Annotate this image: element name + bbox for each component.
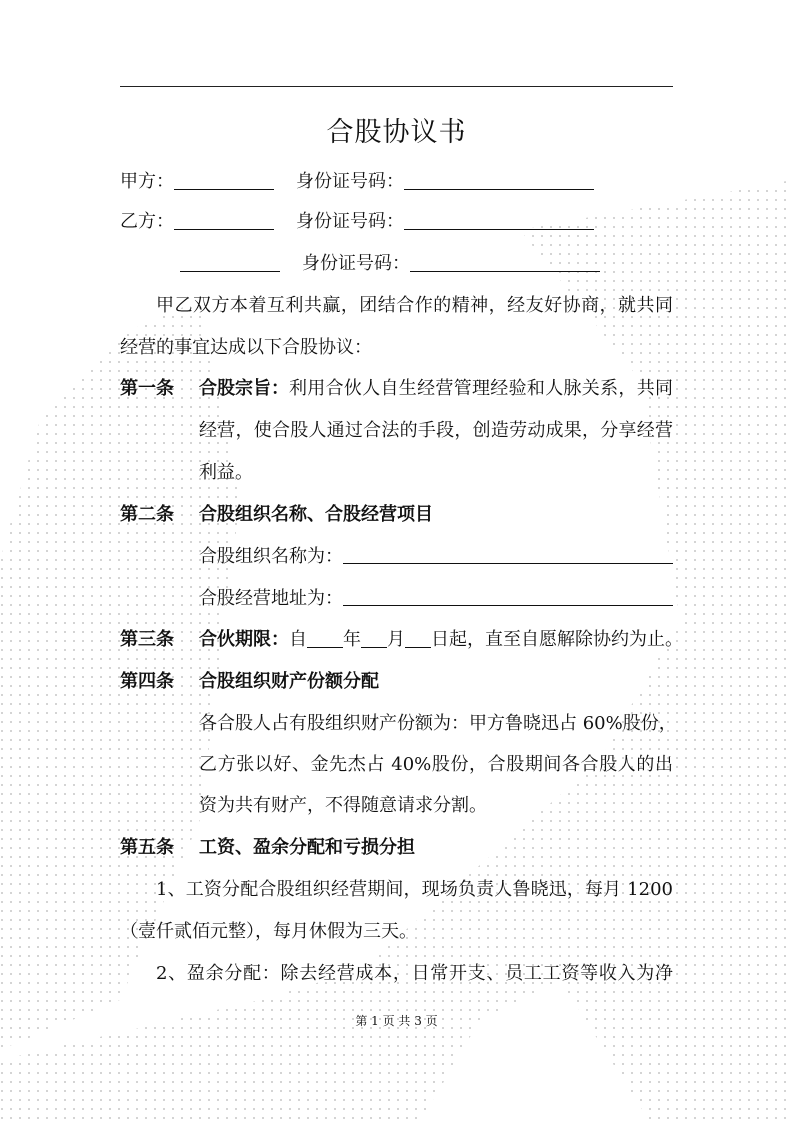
article-5-head: 第五条 [120, 837, 174, 858]
article-5-para-1-line-2: （壹仟贰佰元整），每月休假为三天。 [120, 921, 417, 942]
page-footer: 第 1 页 共 3 页 [355, 1014, 438, 1028]
article-3-from: 自 [289, 629, 307, 650]
party-b-row [120, 210, 594, 234]
org-name-blank [343, 545, 673, 564]
article-5-title: 工资、盈余分配和亏损分担 [199, 837, 415, 858]
header-rule [120, 86, 673, 87]
article-1-text-3: 利益。 [199, 462, 253, 483]
article-1-first-line [199, 377, 673, 401]
party-b2-name-blank [180, 253, 280, 272]
party-b-label: 乙方： [120, 211, 174, 232]
party-b-name-blank [174, 211, 274, 230]
article-3-tail: 日起，直至自愿解除协约为止。 [431, 629, 683, 650]
party-a-row [120, 170, 594, 194]
article-1-title: 合股宗旨： [199, 378, 289, 399]
document-title: 合股协议书 [326, 117, 467, 148]
article-1-text-2: 经营，使合股人通过合法的手段，创造劳动成果，分享经营 [199, 420, 673, 441]
article-4-text-2: 乙方张以好、金先杰占 40%股份，合股期间各合股人的出 [199, 754, 673, 775]
intro-line-1: 甲乙双方本着互利共赢，团结合作的精神，经友好协商，就共同 [156, 295, 673, 316]
article-3-row [199, 628, 683, 652]
article-2-addr-row [199, 587, 673, 611]
article-4-head: 第四条 [120, 671, 174, 692]
org-address-label: 合股经营地址为： [199, 588, 343, 609]
article-1-text-1: 利用合伙人自生经营管理经验和人脉关系，共同 [289, 378, 673, 399]
article-2-name-row [199, 545, 673, 569]
year-blank [307, 629, 343, 648]
party-a-label: 甲方： [120, 171, 174, 192]
party-a-id-blank [404, 171, 594, 190]
org-address-blank [343, 587, 673, 606]
party-a-name-blank [174, 171, 274, 190]
party-a-id-label: 身份证号码： [296, 171, 404, 192]
intro-line-2: 经营的事宜达成以下合股协议： [120, 337, 372, 358]
day-blank [405, 629, 431, 648]
article-4-text-3: 资为共有财产，不得随意请求分割。 [199, 795, 487, 816]
article-2-title: 合股组织名称、合股经营项目 [199, 504, 433, 525]
article-5-para-2-line-1: 2、盈余分配：除去经营成本，日常开支、员工工资等收入为净 [156, 963, 673, 984]
article-3-head: 第三条 [120, 629, 174, 650]
party-b2-id-blank [410, 253, 600, 272]
article-4-title: 合股组织财产份额分配 [199, 671, 379, 692]
party-b2-row [180, 252, 600, 276]
org-name-label: 合股组织名称为： [199, 546, 343, 567]
party-b2-id-label: 身份证号码： [302, 253, 410, 274]
article-4-text-1: 各合股人占有股组织财产份额为：甲方鲁晓迅占 60%股份， [199, 713, 677, 734]
article-3-title: 合伙期限： [199, 629, 289, 650]
article-2-head: 第二条 [120, 504, 174, 525]
article-3-month: 月 [387, 629, 405, 650]
month-blank [361, 629, 387, 648]
article-5-para-1-line-1: 1、工资分配合股组织经营期间，现场负责人鲁晓迅，每月 1200 [156, 879, 673, 900]
party-b-id-blank [404, 211, 594, 230]
article-3-year: 年 [343, 629, 361, 650]
party-b-id-label: 身份证号码： [296, 211, 404, 232]
article-1-head: 第一条 [120, 378, 174, 399]
